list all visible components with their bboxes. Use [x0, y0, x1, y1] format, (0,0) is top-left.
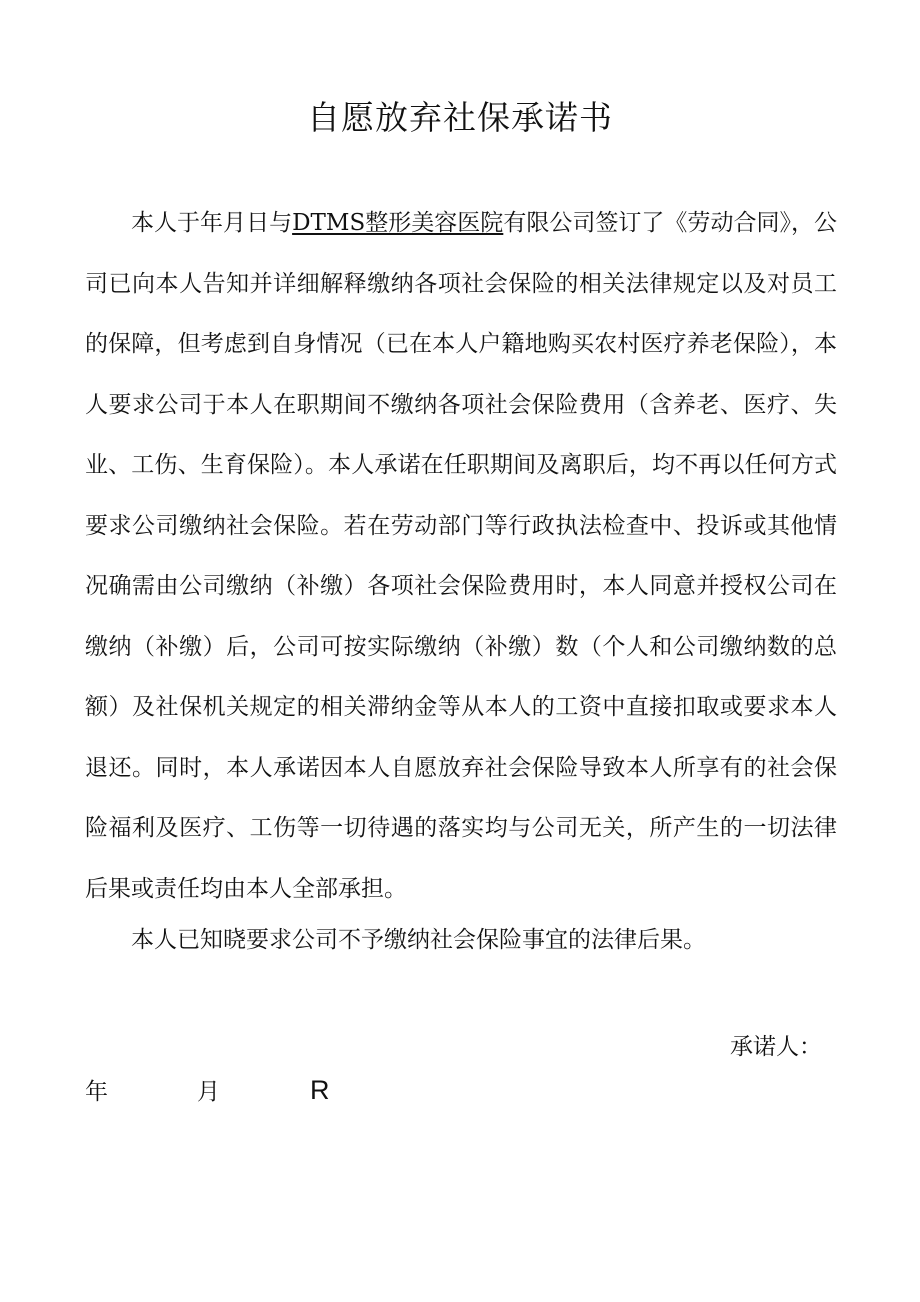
signer-label: 承诺人：: [730, 1034, 822, 1060]
main-paragraph: [85, 193, 837, 919]
paragraph-intro-text: 本人于年月日与: [131, 210, 293, 236]
date-year-label: 年: [85, 1079, 108, 1105]
date-day-label: R: [310, 1075, 330, 1105]
document-title: 自愿放弃社保承诺书: [307, 98, 613, 137]
acknowledgement-paragraph: 本人已知晓要求公司不予缴纳社会保险事宜的法律后果。: [131, 927, 706, 953]
date-month-label: 月: [197, 1079, 220, 1105]
main-paragraph-block: [85, 193, 837, 919]
paragraph-body-text: 有限公司签订了《劳动合同》，公司已向本人告知并详细解释缴纳各项社会保险的相关法律规定以及对员工的保障，但考虑到自身情况（已在本人户籍地购买农村医疗养老保险），本人要求公司于本人在职期间不缴纳各项社会保险费用（含养老、医疗、失业、工伤、生育保险）。本人承诺在任职期间及离职后，均不再以任何方式要求公司缴纳社会保险。若在劳动部门等行政执法检查中、投诉或其他情况确需由公司缴纳（补缴）各项社会保险费用时，本人同意并授权公司在缴纳（补缴）后，公司可按实际缴纳（补缴）数（个人和公司缴纳数的总额）及社保机关规定的相关滞纳金等从本人的工资中直接扣取或要求本人退还。同时，本人承诺因本人自愿放弃社会保险导致本人所享有的社会保险福利及医疗、工伤等一切待遇的落实均与公司无关，所产生的一切法律后果或责任均由本人全部承担。: [85, 210, 838, 902]
date-line: [85, 1073, 485, 1113]
company-name: DTMS整形美容医院: [292, 210, 504, 236]
